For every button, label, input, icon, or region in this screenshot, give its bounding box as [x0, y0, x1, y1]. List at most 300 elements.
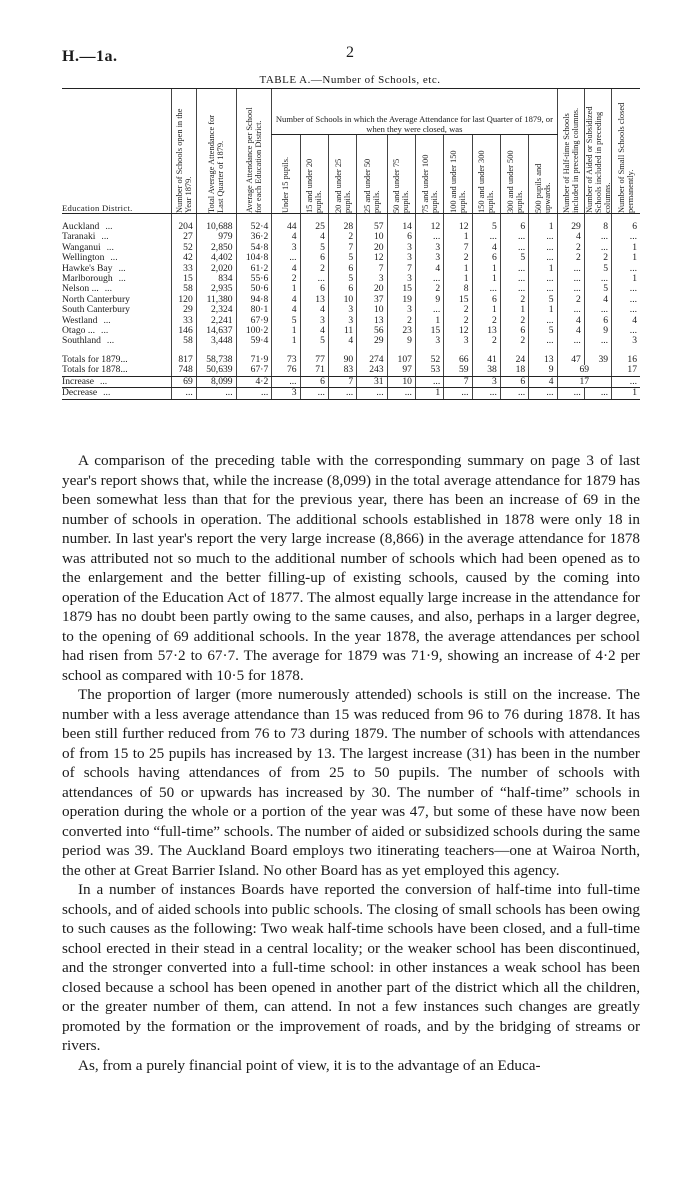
table-cell: ...	[236, 388, 272, 399]
district-name: Totals for 1878...	[62, 365, 171, 376]
table-cell: ...	[584, 274, 611, 284]
table-cell: 1	[444, 274, 472, 284]
table-cell: 14,637	[196, 326, 236, 336]
band-header: 20 and under 25 pupils.	[328, 135, 356, 214]
table-cell: ...	[612, 326, 640, 336]
table-cell: 1	[444, 232, 472, 242]
table-cell: 14	[387, 214, 415, 233]
band-header: 100 and under 150 pupils.	[444, 135, 472, 214]
table-cell: ...	[557, 388, 584, 399]
table-cell: 100·2	[236, 326, 272, 336]
table-cell: 29	[171, 305, 196, 315]
band-header: 50 and under 75 pupils.	[387, 135, 415, 214]
table-cell: 25	[300, 214, 328, 233]
table-cell: 31	[357, 376, 387, 387]
table-cell: 3	[387, 243, 415, 253]
table-cell: 4	[272, 305, 300, 315]
table-cell: 4	[272, 232, 300, 242]
paragraph: As, from a purely financial point of view, it is to the advantage of an Educa-	[78, 1056, 541, 1074]
table-cell: 9	[529, 365, 557, 376]
table-cell: 2	[500, 336, 528, 346]
band-header: 300 and under 500 pupils.	[500, 135, 528, 214]
district-name: Nelson ... ...	[62, 284, 112, 295]
table-cell: 13	[300, 295, 328, 305]
table-cell: 10	[328, 295, 356, 305]
table-cell: 19	[387, 295, 415, 305]
table-cell: 29	[357, 336, 387, 346]
table-cell: 80·1	[236, 305, 272, 315]
table-cell: ...	[612, 264, 640, 274]
table-cell: 4	[584, 295, 611, 305]
table-cell: ...	[557, 264, 584, 274]
district-name: Increase ...	[62, 376, 171, 387]
table-cell: 1	[529, 305, 557, 315]
table-cell: 58,738	[196, 347, 236, 365]
table-cell: 11	[328, 326, 356, 336]
district-name: Totals for 1879...	[62, 353, 128, 365]
table-cell: 57	[357, 214, 387, 233]
table-cell: 6	[500, 214, 528, 233]
table-cell: 53	[415, 365, 443, 376]
table-cell: 10,688	[196, 214, 236, 233]
table-cell: 5	[529, 326, 557, 336]
small-closed-header: Number of Small Schools closed permanently.	[612, 89, 640, 214]
table-cell: ...	[529, 243, 557, 253]
district-name: Westland ...	[62, 315, 111, 326]
table-cell: 10	[387, 376, 415, 387]
table-cell: 55·6	[236, 274, 272, 284]
table-cell: 3	[272, 243, 300, 253]
table-cell: 5	[584, 264, 611, 274]
table-cell: ...	[357, 388, 387, 399]
district-name: Southland ...	[62, 336, 115, 347]
table-cell: ...	[557, 274, 584, 284]
table-cell: 67·7	[236, 365, 272, 376]
table-cell: ...	[529, 336, 557, 346]
table-cell: 1	[472, 305, 500, 315]
table-cell: ...	[272, 253, 300, 263]
table-cell: 2,020	[196, 264, 236, 274]
table-cell: 15	[387, 284, 415, 294]
table-cell: 90	[328, 347, 356, 365]
table-cell: 1	[500, 305, 528, 315]
table-cell: 2	[557, 295, 584, 305]
table-cell: 4	[557, 232, 584, 242]
table-cell: 16	[612, 347, 640, 365]
table-cell: 69	[557, 365, 612, 376]
avg-per-school-header: Average Attendance per School for each Education District.	[236, 89, 272, 214]
table-cell: 834	[196, 274, 236, 284]
table-cell: 54·8	[236, 243, 272, 253]
table-cell: 3	[444, 336, 472, 346]
table-cell: 4	[272, 264, 300, 274]
band-header: 500 pupils and upwards.	[529, 135, 557, 214]
table-cell: 12	[357, 253, 387, 263]
table-cell: 5	[500, 253, 528, 263]
table-cell: 76	[272, 365, 300, 376]
table-cell: ...	[612, 295, 640, 305]
band-header: 150 and under 300 pupils.	[472, 135, 500, 214]
table-cell: 2	[272, 274, 300, 284]
schools-table	[62, 88, 640, 400]
table-cell: 15	[415, 326, 443, 336]
table-cell: 7	[357, 264, 387, 274]
table-cell: ...	[529, 388, 557, 399]
table-cell: 3	[387, 253, 415, 263]
table-cell: 4	[415, 264, 443, 274]
table-cell: ...	[415, 305, 443, 315]
table-row	[62, 376, 640, 387]
table-cell: 6	[300, 253, 328, 263]
district-name: South Canterbury	[62, 305, 130, 316]
table-cell: ...	[529, 232, 557, 242]
table-cell: 1	[444, 264, 472, 274]
table-cell: 4·2	[236, 376, 272, 387]
table-cell: ...	[612, 376, 640, 387]
table-cell: 67·9	[236, 316, 272, 326]
table-cell: 8,099	[196, 376, 236, 387]
paragraph: The proportion of larger (more numerously attended) schools is still on the increase. The number with a less average attendance than 15 was reduced from 96 to 76 during 1878. It has been still further reduced from 76 to 73 during 1879. The number of schools with attendances of from 15 to 25 pupils has increased by 13. The largest increase (31) has been in the number of schools having attendances of from 25 to 50 pupils. The number of schools with attendances of 50 or upwards has increased by 30. The number of “half-time” schools in operation during the whole or a portion of the year was 47, but some of these have now been converted into “full-time” schools. The number of aided or subsidized schools during the same period was 39. The Auckland Board employs two itinerating teachers—one at Wairoa North, the other at Great Barrier Island. No other Board has as yet employed this agency.	[62, 686, 640, 879]
table-cell: 3,448	[196, 336, 236, 346]
district-name: Decrease ...	[62, 388, 171, 399]
table-cell: 1	[529, 264, 557, 274]
table-cell: 41	[472, 347, 500, 365]
table-cell: 6	[300, 284, 328, 294]
table-cell: 1	[612, 253, 640, 263]
table-cell: ...	[415, 274, 443, 284]
table-cell: 13	[529, 347, 557, 365]
table-cell: 4	[472, 243, 500, 253]
table-cell: 20	[357, 243, 387, 253]
district-name: Otago ... ...	[62, 326, 109, 337]
table-cell: 2	[557, 243, 584, 253]
table-cell: 1	[612, 388, 640, 399]
total-attendance-header: Total Average Attendance for Last Quarter of 1879.	[196, 89, 236, 214]
table-cell: 1	[612, 243, 640, 253]
table-cell: 2	[444, 253, 472, 263]
table-cell: ...	[472, 388, 500, 399]
table-cell: ...	[612, 284, 640, 294]
table-cell: 59	[444, 365, 472, 376]
table-cell: 6	[328, 264, 356, 274]
table-cell: 33	[171, 316, 196, 326]
district-name: Taranaki ...	[62, 232, 109, 243]
table-cell: 5	[584, 284, 611, 294]
table-cell: 10	[357, 232, 387, 242]
table-cell: 39	[584, 347, 611, 365]
table-cell: 4	[300, 232, 328, 242]
table-cell: 2,935	[196, 284, 236, 294]
table-cell: ...	[500, 243, 528, 253]
table-row	[62, 347, 640, 365]
table-cell: ...	[196, 388, 236, 399]
table-cell: 6	[500, 326, 528, 336]
band-header: 75 and under 100 pupils.	[415, 135, 443, 214]
table-cell: ...	[584, 388, 611, 399]
table-cell: 33	[171, 264, 196, 274]
table-cell: 15	[444, 295, 472, 305]
table-cell: 18	[500, 365, 528, 376]
table-cell: 3	[328, 316, 356, 326]
table-cell: ...	[529, 316, 557, 326]
document-reference: H.—1a.	[62, 48, 118, 65]
table-cell: ...	[387, 388, 415, 399]
table-row	[62, 336, 640, 346]
table-cell: 3	[387, 274, 415, 284]
table-cell: 1	[612, 274, 640, 284]
table-cell: 3	[415, 336, 443, 346]
table-cell: 2,850	[196, 243, 236, 253]
table-cell: 38	[472, 365, 500, 376]
table-cell: 47	[557, 347, 584, 365]
table-cell: 12	[444, 326, 472, 336]
table-cell: 3	[387, 305, 415, 315]
table-cell: 3	[328, 305, 356, 315]
table-cell: 17	[612, 365, 640, 376]
table-cell: 817	[171, 347, 196, 365]
table-cell: 58	[171, 336, 196, 346]
table-cell: 71·9	[236, 347, 272, 365]
table-cell: 243	[357, 365, 387, 376]
table-cell: 44	[272, 214, 300, 233]
table-cell: 3	[272, 388, 300, 399]
table-cell: 4	[557, 316, 584, 326]
table-cell: ...	[500, 274, 528, 284]
table-cell: 15	[171, 274, 196, 284]
table-cell: 9	[415, 295, 443, 305]
table-cell: 5	[328, 274, 356, 284]
attendance-group-header: Number of Schools in which the Average Attendance for last Quarter of 1879, or when they were closed, was	[272, 89, 557, 135]
table-cell: 107	[387, 347, 415, 365]
table-cell: 1	[529, 214, 557, 233]
table-cell: 2	[415, 284, 443, 294]
table-cell: ...	[584, 232, 611, 242]
table-cell: ...	[529, 253, 557, 263]
table-cell: ...	[584, 336, 611, 346]
table-cell: 6	[472, 253, 500, 263]
table-cell: ...	[529, 284, 557, 294]
table-cell: 69	[171, 376, 196, 387]
table-row	[62, 365, 640, 376]
table-cell: ...	[500, 388, 528, 399]
table-cell: 2	[328, 232, 356, 242]
paragraph: In a number of instances Boards have reported the conversion of half-time into full-time schools, and of aided schools into public schools. The closing of small schools has been owing to such causes as the following: Two weak half-time schools have been closed, and a full-time school erected in their stead in a central locality; or the weaker school has been discontinued, and the stronger converted into a full-time school: in other instances a weak school has been closed because a school has been opened in another part of the district which all the children, or the greater number of them, can attend. In not a few instances such changes are greatly promoted by the formation or the improvement of roads, and by the bridging of streams or rivers.	[62, 881, 640, 1054]
table-cell: 4	[529, 376, 557, 387]
table-cell: ...	[500, 284, 528, 294]
table-cell: 7	[387, 264, 415, 274]
table-cell: ...	[584, 243, 611, 253]
table-cell: 104·8	[236, 253, 272, 263]
table-cell: 4	[612, 316, 640, 326]
table-cell: 52·4	[236, 214, 272, 233]
table-cell: 71	[300, 365, 328, 376]
table-cell: 204	[171, 214, 196, 233]
table-cell: 29	[557, 214, 584, 233]
table-cell: 4	[300, 326, 328, 336]
table-cell: 50,639	[196, 365, 236, 376]
district-name: Wanganui ...	[62, 242, 114, 253]
district-name: Auckland ...	[62, 221, 113, 232]
table-cell: 2	[500, 316, 528, 326]
table-cell: 52	[415, 347, 443, 365]
table-cell: 2	[387, 316, 415, 326]
page-number: 2	[346, 44, 354, 61]
table-cell: 2	[444, 305, 472, 315]
table-cell: 1	[472, 264, 500, 274]
table-cell: ...	[472, 284, 500, 294]
table-cell: 6	[612, 214, 640, 233]
band-header: Under 15 pupils.	[272, 135, 300, 214]
table-cell: 1	[415, 388, 443, 399]
table-cell: 6	[584, 316, 611, 326]
table-cell: 5	[300, 243, 328, 253]
table-cell: ...	[171, 388, 196, 399]
table-cell: 5	[272, 316, 300, 326]
table-cell: 24	[500, 347, 528, 365]
table-cell: 9	[387, 336, 415, 346]
table-cell: 17	[557, 376, 612, 387]
table-cell: 2	[300, 264, 328, 274]
table-cell: 5	[328, 253, 356, 263]
table-cell: ...	[557, 305, 584, 315]
district-name: Hawke's Bay ...	[62, 263, 126, 274]
table-cell: ...	[500, 232, 528, 242]
table-cell: 146	[171, 326, 196, 336]
table-cell: 4	[300, 305, 328, 315]
table-cell: 8	[444, 284, 472, 294]
table-cell: ...	[612, 305, 640, 315]
table-cell: 20	[357, 284, 387, 294]
table-cell: 6	[387, 232, 415, 242]
table-cell: 6	[300, 376, 328, 387]
table-cell: ...	[415, 376, 443, 387]
table-cell: ...	[557, 336, 584, 346]
table-cell: 3	[300, 316, 328, 326]
table-cell: 97	[387, 365, 415, 376]
paragraph: A comparison of the preceding table with the corresponding summary on page 3 of last year's report shows that, while the increase (8,099) in the total average attendance for 1879 has been somewhat less than that for the previous year, there has been an increase of 69 in the number of schools in operation. The additional schools established in 1878 were only 18 in number. In last year's report the very large increase (8,866) in the average attendance for 1878 was attributed not so much to the additional number of schools which had been opened as to the enlargement and the better filling-up of existing schools, caused by the coming into operation of the Education Act of 1877. The almost equally large increase in the attendance for 1879 has no doubt been partly owing to the same causes, and also, perhaps in a larger degree, to the opening of 69 additional schools. In the year 1878, the average attendances per school had risen from 57·2 to 67·7. The average for 1879 was 71·9, showing an increase of 4·2 per school as compared with 10·5 for 1878.	[62, 452, 640, 684]
band-header: 15 and under 20 pupils.	[300, 135, 328, 214]
table-cell: 37	[357, 295, 387, 305]
schools-open-header: Number of Schools open in the Year 1879.	[171, 89, 196, 214]
table-cell: 274	[357, 347, 387, 365]
table-cell: 50·6	[236, 284, 272, 294]
table-cell: 3	[472, 376, 500, 387]
table-cell: 61·2	[236, 264, 272, 274]
table-cell: ...	[415, 232, 443, 242]
table-cell: ...	[300, 388, 328, 399]
table-cell: ...	[500, 264, 528, 274]
table-cell: 73	[272, 347, 300, 365]
table-cell: 2,241	[196, 316, 236, 326]
district-name: North Canterbury	[62, 294, 130, 305]
table-cell: 66	[444, 347, 472, 365]
table-cell: 13	[472, 326, 500, 336]
table-cell: 4,402	[196, 253, 236, 263]
table-cell: 13	[357, 316, 387, 326]
table-cell: 3	[415, 243, 443, 253]
band-header: 25 and under 50 pupils.	[357, 135, 387, 214]
table-cell: 77	[300, 347, 328, 365]
table-cell: 8	[584, 214, 611, 233]
table-cell: 83	[328, 365, 356, 376]
table-cell: ...	[557, 284, 584, 294]
table-cell: 1	[415, 316, 443, 326]
table-cell: 58	[171, 284, 196, 294]
table-cell: 10	[357, 305, 387, 315]
table-cell: 5	[300, 336, 328, 346]
table-cell: ...	[272, 376, 300, 387]
table-cell: 3	[357, 274, 387, 284]
table-cell: 1	[272, 336, 300, 346]
table-cell: ...	[472, 232, 500, 242]
table-cell: 28	[328, 214, 356, 233]
table-cell: 2	[444, 316, 472, 326]
table-cell: 2	[557, 253, 584, 263]
table-cell: 3	[612, 336, 640, 346]
table-cell: 7	[444, 243, 472, 253]
table-cell: 12	[444, 214, 472, 233]
table-cell: 5	[472, 214, 500, 233]
table-cell: 2	[472, 336, 500, 346]
table-cell: ...	[529, 274, 557, 284]
district-name: Marlborough ...	[62, 274, 126, 285]
table-cell: 1	[272, 326, 300, 336]
table-cell: 6	[328, 284, 356, 294]
table-cell: 7	[328, 376, 356, 387]
table-cell: 4	[328, 336, 356, 346]
table-cell: 2	[584, 253, 611, 263]
table-cell: 6	[472, 295, 500, 305]
aided-header: Number of Aided or Subsidized Schools included in preceding columns.	[584, 89, 611, 214]
table-cell: 7	[444, 376, 472, 387]
table-cell: 42	[171, 253, 196, 263]
table-cell: 6	[500, 376, 528, 387]
table-cell: ...	[584, 305, 611, 315]
table-row	[62, 214, 640, 233]
table-cell: 52	[171, 243, 196, 253]
table-cell: 3	[415, 253, 443, 263]
body-text	[62, 451, 640, 1075]
table-cell: 27	[171, 232, 196, 242]
table-cell: ...	[328, 388, 356, 399]
table-cell: 979	[196, 232, 236, 242]
table-cell: 4	[557, 326, 584, 336]
district-header: Education District.	[62, 89, 171, 214]
table-cell: 2,324	[196, 305, 236, 315]
table-cell: 36·2	[236, 232, 272, 242]
table-title: TABLE A.—Number of Schools, etc.	[259, 74, 441, 86]
table-cell: ...	[612, 232, 640, 242]
table-cell: 2	[472, 316, 500, 326]
table-cell: 748	[171, 365, 196, 376]
table-cell: 94·8	[236, 295, 272, 305]
table-cell: 2	[500, 295, 528, 305]
halftime-header: Number of Half-time Schools included in preceding columns.	[557, 89, 584, 214]
table-cell: 4	[272, 295, 300, 305]
table-cell: 5	[529, 295, 557, 305]
table-cell: 56	[357, 326, 387, 336]
table-cell: 23	[387, 326, 415, 336]
table-cell: 120	[171, 295, 196, 305]
table-cell: 11,380	[196, 295, 236, 305]
table-cell: ...	[444, 388, 472, 399]
table-cell: 1	[472, 274, 500, 284]
table-cell: 9	[584, 326, 611, 336]
table-row	[62, 388, 640, 399]
table-cell: 1	[272, 284, 300, 294]
table-cell: 12	[415, 214, 443, 233]
table-cell: ...	[300, 274, 328, 284]
